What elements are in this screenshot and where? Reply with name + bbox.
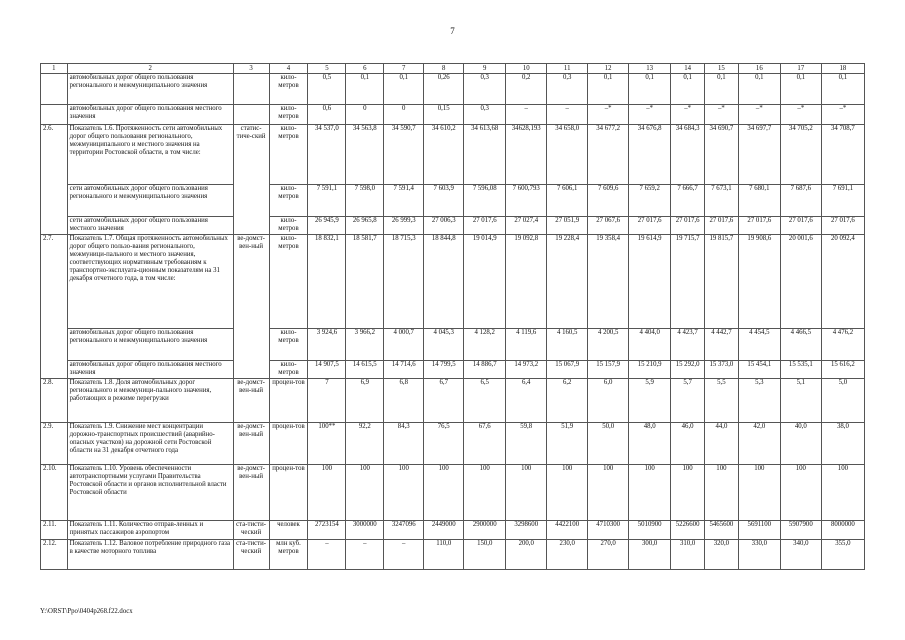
value-cell: –* xyxy=(629,105,671,125)
row-number: 2.8. xyxy=(41,379,68,423)
value-cell: 2449000 xyxy=(424,521,464,540)
value-cell: 100 xyxy=(588,465,629,521)
value-cell: 27 067,6 xyxy=(588,217,629,235)
value-cell: 3 966,2 xyxy=(346,329,384,361)
value-cell: 4 000,7 xyxy=(384,329,424,361)
value-cell: 0,1 xyxy=(384,74,424,105)
value-cell: 14 714,6 xyxy=(384,361,424,379)
value-cell: 7 659,2 xyxy=(629,185,671,217)
value-cell: 19 358,4 xyxy=(588,235,629,329)
table-row xyxy=(41,465,865,521)
indicator-name: Показатель 1.8. Доля автомобильных дорог регионального и межмуници-пального значения, работающих в режиме перегрузки xyxy=(67,379,233,423)
value-cell: 4710300 xyxy=(588,521,629,540)
value-cell: 0,3 xyxy=(547,74,588,105)
value-cell: 0,5 xyxy=(308,74,346,105)
value-cell: 7 603,9 xyxy=(424,185,464,217)
unit: кило-метров xyxy=(269,361,308,379)
value-cell: 4 160,5 xyxy=(547,329,588,361)
table-row xyxy=(41,423,865,465)
value-cell: 27 017,6 xyxy=(629,217,671,235)
value-cell: 19 614,9 xyxy=(629,235,671,329)
value-cell: 4 423,7 xyxy=(671,329,705,361)
value-cell: 34 677,2 xyxy=(588,125,629,185)
unit: кило-метров xyxy=(269,74,308,105)
value-cell: 6,5 xyxy=(464,379,506,423)
value-cell: – xyxy=(547,105,588,125)
table-row xyxy=(41,125,865,185)
value-cell: 34 676,8 xyxy=(629,125,671,185)
row-number xyxy=(41,74,68,105)
unit: процен-тов xyxy=(269,379,308,423)
unit: млн куб. метров xyxy=(269,540,308,570)
table-row xyxy=(41,217,865,235)
unit: кило-метров xyxy=(269,329,308,361)
value-cell: 27 006,3 xyxy=(424,217,464,235)
value-cell: 34 590,7 xyxy=(384,125,424,185)
value-cell: 19 228,4 xyxy=(547,235,588,329)
value-cell: 5,0 xyxy=(821,379,864,423)
value-cell: – xyxy=(506,105,547,125)
value-cell: 5,1 xyxy=(780,379,821,423)
value-cell: 59,8 xyxy=(506,423,547,465)
value-cell: 26 999,3 xyxy=(384,217,424,235)
value-cell: 4 128,2 xyxy=(464,329,506,361)
value-cell: 300,0 xyxy=(629,540,671,570)
value-cell: –* xyxy=(738,105,780,125)
value-cell: 15 454,1 xyxy=(738,361,780,379)
value-cell: 100 xyxy=(821,465,864,521)
value-cell: 27 017,6 xyxy=(671,217,705,235)
value-cell: 34 705,2 xyxy=(780,125,821,185)
header-col-9: 9 xyxy=(464,64,506,74)
value-cell: 100 xyxy=(346,465,384,521)
value-cell: 0,1 xyxy=(780,74,821,105)
row-number: 2.11. xyxy=(41,521,68,540)
value-cell: 320,0 xyxy=(705,540,739,570)
indicator-name: Показатель 1.11. Количество отправ-ленных и принятых пассажиров аэропортом xyxy=(67,521,233,540)
header-col-11: 11 xyxy=(547,64,588,74)
value-cell: 19 014,9 xyxy=(464,235,506,329)
value-cell: 100 xyxy=(780,465,821,521)
value-cell: 7 680,1 xyxy=(738,185,780,217)
value-cell: 40,0 xyxy=(780,423,821,465)
value-cell: 44,0 xyxy=(705,423,739,465)
data-source: ве-домст-вен-ный xyxy=(233,379,269,423)
data-source: ста-тисти-ческий xyxy=(233,521,269,540)
value-cell: 5,7 xyxy=(671,379,705,423)
value-cell: 2900000 xyxy=(464,521,506,540)
data-source xyxy=(233,105,269,125)
value-cell: 48,0 xyxy=(629,423,671,465)
indicator-name: Показатель 1.10. Уровень обеспеченности автотранспортными услугами Правительства Ростовской области и органов исполнительной власти Ростовской области xyxy=(67,465,233,521)
value-cell: 42,0 xyxy=(738,423,780,465)
data-source: ве-домст-вен-ный xyxy=(233,423,269,465)
value-cell: 18 581,7 xyxy=(346,235,384,329)
row-number: 2.6. xyxy=(41,125,68,235)
value-cell: 200,0 xyxy=(506,540,547,570)
indicator-name: сети автомобильных дорог общего пользования местного значения xyxy=(67,217,233,235)
value-cell: 20 092,4 xyxy=(821,235,864,329)
value-cell: 100 xyxy=(738,465,780,521)
value-cell: 100 xyxy=(424,465,464,521)
header-col-17: 17 xyxy=(780,64,821,74)
value-cell: 230,0 xyxy=(547,540,588,570)
value-cell: 5,9 xyxy=(629,379,671,423)
value-cell: 100 xyxy=(506,465,547,521)
value-cell: 34 563,8 xyxy=(346,125,384,185)
value-cell: 310,0 xyxy=(671,540,705,570)
unit: кило-метров xyxy=(269,185,308,217)
value-cell: 5226600 xyxy=(671,521,705,540)
value-cell: 3298600 xyxy=(506,521,547,540)
value-cell: 150,0 xyxy=(464,540,506,570)
value-cell: 7 598,0 xyxy=(346,185,384,217)
table-row xyxy=(41,235,865,329)
table-row xyxy=(41,379,865,423)
header-col-4: 4 xyxy=(269,64,308,74)
value-cell: 0,1 xyxy=(738,74,780,105)
data-source: статис-тиче-ский xyxy=(233,125,269,235)
row-number: 2.7. xyxy=(41,235,68,379)
value-cell: –* xyxy=(705,105,739,125)
value-cell: 34 613,68 xyxy=(464,125,506,185)
value-cell: 4 454,5 xyxy=(738,329,780,361)
value-cell: 27 017,6 xyxy=(464,217,506,235)
value-cell: 18 715,3 xyxy=(384,235,424,329)
value-cell: 19 092,8 xyxy=(506,235,547,329)
table-row xyxy=(41,361,865,379)
value-cell: 5465600 xyxy=(705,521,739,540)
page-number: 7 xyxy=(450,26,455,36)
value-cell: 5907900 xyxy=(780,521,821,540)
value-cell: 27 017,6 xyxy=(821,217,864,235)
unit: процен-тов xyxy=(269,423,308,465)
header-col-7: 7 xyxy=(384,64,424,74)
value-cell: 3 924,6 xyxy=(308,329,346,361)
header-col-3: 3 xyxy=(233,64,269,74)
value-cell: 7 591,4 xyxy=(384,185,424,217)
unit: процен-тов xyxy=(269,465,308,521)
value-cell: 5,5 xyxy=(705,379,739,423)
indicator-name: автомобильных дорог общего пользования местного значения xyxy=(67,105,233,125)
value-cell: 7 609,6 xyxy=(588,185,629,217)
value-cell: 27 051,9 xyxy=(547,217,588,235)
value-cell: 4 442,7 xyxy=(705,329,739,361)
value-cell: 27 027,4 xyxy=(506,217,547,235)
table-row xyxy=(41,74,865,105)
indicator-name: Показатель 1.12. Валовое потребление природного газа в качестве моторного топлива xyxy=(67,540,233,570)
unit: кило-метров xyxy=(269,125,308,185)
value-cell: 4 404,0 xyxy=(629,329,671,361)
value-cell: –* xyxy=(671,105,705,125)
value-cell: 100 xyxy=(308,465,346,521)
value-cell: 355,0 xyxy=(821,540,864,570)
data-source: ве-домст-вен-ный xyxy=(233,235,269,379)
table-row xyxy=(41,540,865,570)
value-cell: 15 616,2 xyxy=(821,361,864,379)
indicator-name: Показатель 1.6. Протяженность сети автомобильных дорог общего пользования регионального, межмуниципального и местного значения на территории Ростовской области, в том числе: xyxy=(67,125,233,185)
value-cell: 34 708,7 xyxy=(821,125,864,185)
value-cell: 27 017,6 xyxy=(780,217,821,235)
value-cell: 7 673,1 xyxy=(705,185,739,217)
indicator-name: автомобильных дорог общего пользования регионального и межмуниципального значения xyxy=(67,74,233,105)
value-cell: 100** xyxy=(308,423,346,465)
value-cell: 15 535,1 xyxy=(780,361,821,379)
value-cell: 4 200,5 xyxy=(588,329,629,361)
value-cell: 34 658,0 xyxy=(547,125,588,185)
value-cell: 34 690,7 xyxy=(705,125,739,185)
header-col-15: 15 xyxy=(705,64,739,74)
value-cell: 4422100 xyxy=(547,521,588,540)
value-cell: 5,3 xyxy=(738,379,780,423)
value-cell: 15 292,0 xyxy=(671,361,705,379)
value-cell: 100 xyxy=(547,465,588,521)
header-col-2: 2 xyxy=(67,64,233,74)
value-cell: 34 684,3 xyxy=(671,125,705,185)
value-cell: 27 017,6 xyxy=(705,217,739,235)
value-cell: 340,0 xyxy=(780,540,821,570)
value-cell: 4 476,2 xyxy=(821,329,864,361)
table-header-row xyxy=(41,64,865,74)
value-cell: 0,15 xyxy=(424,105,464,125)
value-cell: 0,3 xyxy=(464,105,506,125)
value-cell: 14 615,5 xyxy=(346,361,384,379)
value-cell: 34628,193 xyxy=(506,125,547,185)
table-row xyxy=(41,185,865,217)
unit: человек xyxy=(269,521,308,540)
header-col-6: 6 xyxy=(346,64,384,74)
value-cell: 7 691,1 xyxy=(821,185,864,217)
value-cell: 34 610,2 xyxy=(424,125,464,185)
header-col-14: 14 xyxy=(671,64,705,74)
value-cell: 18 844,8 xyxy=(424,235,464,329)
value-cell: 15 067,9 xyxy=(547,361,588,379)
row-number: 2.9. xyxy=(41,423,68,465)
value-cell: 0,1 xyxy=(671,74,705,105)
value-cell: 100 xyxy=(629,465,671,521)
value-cell: 6,7 xyxy=(424,379,464,423)
value-cell: 20 001,6 xyxy=(780,235,821,329)
value-cell: 5691100 xyxy=(738,521,780,540)
value-cell: 4 045,3 xyxy=(424,329,464,361)
value-cell: 0 xyxy=(346,105,384,125)
value-cell: 14 799,5 xyxy=(424,361,464,379)
value-cell: 7 xyxy=(308,379,346,423)
indicator-name: сети автомобильных дорог общего пользования регионального и межмуниципального значения xyxy=(67,185,233,217)
value-cell: 7 596,08 xyxy=(464,185,506,217)
value-cell: – xyxy=(384,540,424,570)
value-cell: 4 119,6 xyxy=(506,329,547,361)
indicator-name: автомобильных дорог общего пользования регионального и межмуниципального значения xyxy=(67,329,233,361)
row-number: 2.10. xyxy=(41,465,68,521)
value-cell: 34 537,0 xyxy=(308,125,346,185)
value-cell: 14 973,2 xyxy=(506,361,547,379)
value-cell: –* xyxy=(780,105,821,125)
table-row xyxy=(41,521,865,540)
value-cell: 8000000 xyxy=(821,521,864,540)
unit: кило-метров xyxy=(269,235,308,329)
indicator-name: автомобильных дорог общего пользования местного значения xyxy=(67,361,233,379)
header-col-8: 8 xyxy=(424,64,464,74)
value-cell: 7 666,7 xyxy=(671,185,705,217)
value-cell: 50,0 xyxy=(588,423,629,465)
value-cell: –* xyxy=(821,105,864,125)
value-cell: 0,1 xyxy=(705,74,739,105)
header-col-10: 10 xyxy=(506,64,547,74)
indicator-name: Показатель 1.7. Общая протяженность автомобильных дорог общего пользо-вания регионального, межмуници-пального и местного значения, соответствующих нормативным требованиям к транспортно-эксплуата-ционным показателям на 31 декабря отчетного года, в том числе: xyxy=(67,235,233,329)
value-cell: 3000000 xyxy=(346,521,384,540)
value-cell: 6,2 xyxy=(547,379,588,423)
value-cell: 15 210,9 xyxy=(629,361,671,379)
value-cell: 0,3 xyxy=(464,74,506,105)
value-cell: 51,9 xyxy=(547,423,588,465)
value-cell: 6,8 xyxy=(384,379,424,423)
value-cell: 14 907,5 xyxy=(308,361,346,379)
value-cell: 7 606,1 xyxy=(547,185,588,217)
value-cell: 100 xyxy=(671,465,705,521)
footer-file-path: Y:\ORST\Ppo\0404p268.f22.docx xyxy=(40,608,133,615)
data-source: ста-тисти-ческий xyxy=(233,540,269,570)
header-col-18: 18 xyxy=(821,64,864,74)
value-cell: 7 687,6 xyxy=(780,185,821,217)
value-cell: 14 886,7 xyxy=(464,361,506,379)
value-cell: 2723154 xyxy=(308,521,346,540)
value-cell: –* xyxy=(588,105,629,125)
value-cell: 0,1 xyxy=(821,74,864,105)
value-cell: 84,3 xyxy=(384,423,424,465)
value-cell: 110,0 xyxy=(424,540,464,570)
value-cell: 6,9 xyxy=(346,379,384,423)
value-cell: 15 157,9 xyxy=(588,361,629,379)
value-cell: 0,1 xyxy=(346,74,384,105)
value-cell: – xyxy=(346,540,384,570)
indicator-name: Показатель 1.9. Снижение мест концентрации дорожно-транспортных происшествий (аварийно-опасных участков) на дорожной сети Ростовской области на 31 декабря отчетного года xyxy=(67,423,233,465)
value-cell: 0,1 xyxy=(588,74,629,105)
value-cell: 4 466,5 xyxy=(780,329,821,361)
value-cell: 7 591,1 xyxy=(308,185,346,217)
row-number: 2.12. xyxy=(41,540,68,570)
value-cell: 7 600,793 xyxy=(506,185,547,217)
value-cell: 6,0 xyxy=(588,379,629,423)
header-col-13: 13 xyxy=(629,64,671,74)
unit: кило-метров xyxy=(269,217,308,235)
value-cell: 76,5 xyxy=(424,423,464,465)
table-row xyxy=(41,105,865,125)
data-source: ве-домст-вен-ный xyxy=(233,465,269,521)
value-cell: – xyxy=(308,540,346,570)
data-source xyxy=(233,74,269,105)
value-cell: 26 965,8 xyxy=(346,217,384,235)
value-cell: 0,26 xyxy=(424,74,464,105)
value-cell: 19 908,6 xyxy=(738,235,780,329)
value-cell: 6,4 xyxy=(506,379,547,423)
value-cell: 5010900 xyxy=(629,521,671,540)
header-col-1: 1 xyxy=(41,64,68,74)
value-cell: 100 xyxy=(464,465,506,521)
value-cell: 3247096 xyxy=(384,521,424,540)
value-cell: 100 xyxy=(384,465,424,521)
unit: кило-метров xyxy=(269,105,308,125)
table-row xyxy=(41,329,865,361)
value-cell: 0,1 xyxy=(629,74,671,105)
value-cell: 34 697,7 xyxy=(738,125,780,185)
value-cell: 270,0 xyxy=(588,540,629,570)
indicators-table xyxy=(40,63,865,570)
row-number xyxy=(41,105,68,125)
value-cell: 27 017,6 xyxy=(738,217,780,235)
value-cell: 100 xyxy=(705,465,739,521)
value-cell: 19 815,7 xyxy=(705,235,739,329)
value-cell: 67,6 xyxy=(464,423,506,465)
value-cell: 26 945,9 xyxy=(308,217,346,235)
value-cell: 330,0 xyxy=(738,540,780,570)
value-cell: 15 373,0 xyxy=(705,361,739,379)
value-cell: 0 xyxy=(384,105,424,125)
value-cell: 92,2 xyxy=(346,423,384,465)
header-col-16: 16 xyxy=(738,64,780,74)
value-cell: 38,0 xyxy=(821,423,864,465)
header-col-5: 5 xyxy=(308,64,346,74)
value-cell: 19 715,7 xyxy=(671,235,705,329)
value-cell: 46,0 xyxy=(671,423,705,465)
value-cell: 18 832,1 xyxy=(308,235,346,329)
header-col-12: 12 xyxy=(588,64,629,74)
value-cell: 0,6 xyxy=(308,105,346,125)
value-cell: 0,2 xyxy=(506,74,547,105)
